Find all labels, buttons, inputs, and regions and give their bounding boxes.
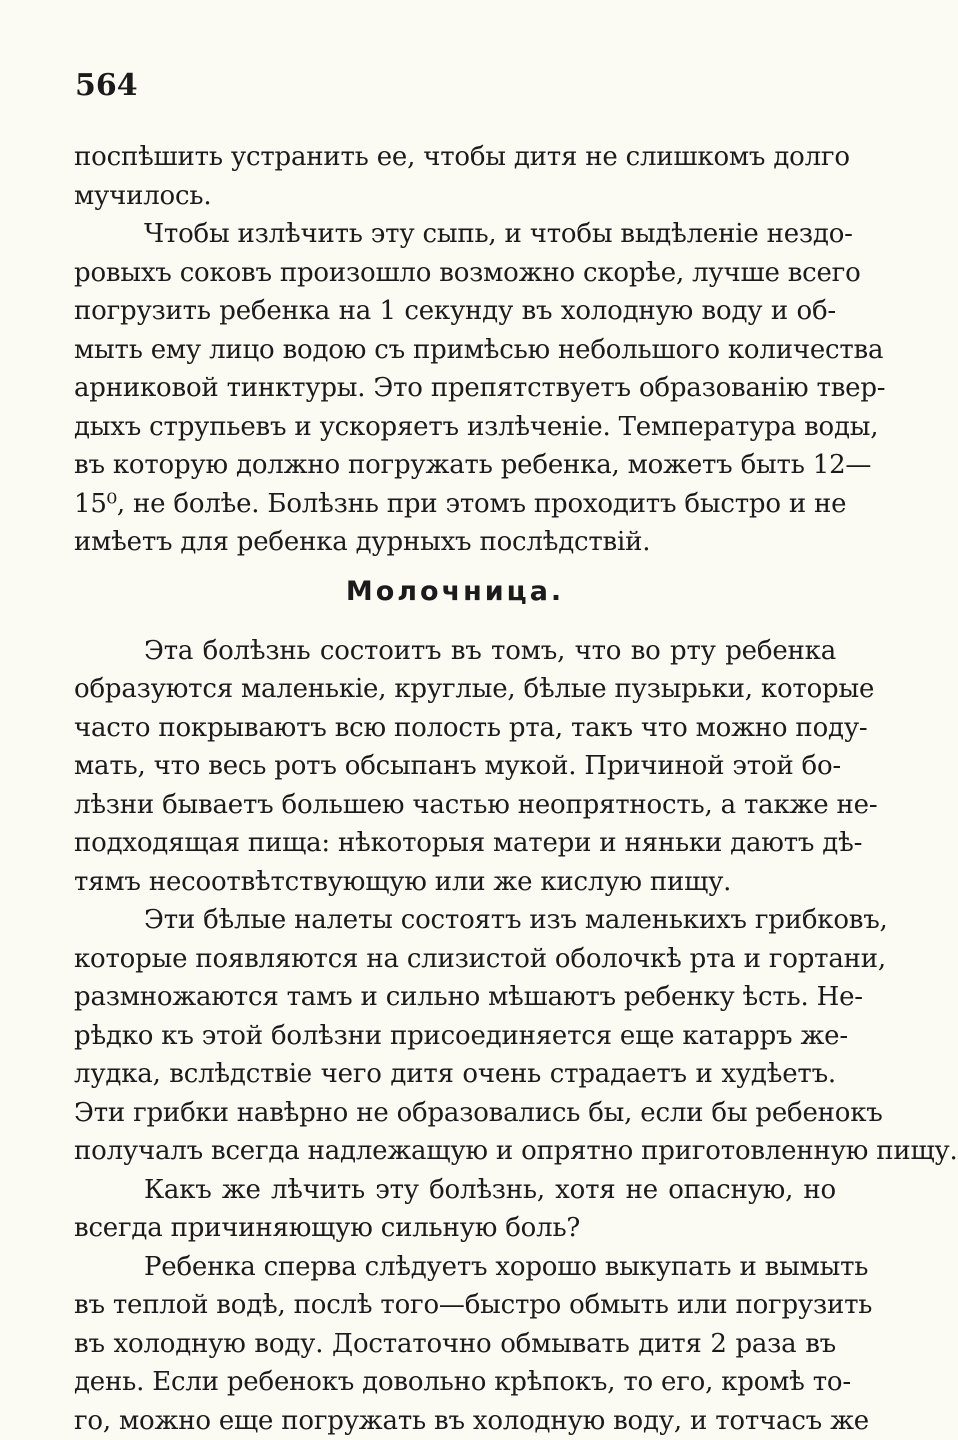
- section-heading: Молочница.: [74, 562, 836, 622]
- text-line: лѣзни бываетъ большею частью неопрятность, а также не-: [74, 786, 836, 825]
- text-line: Какъ же лѣчить эту болѣзнь, хотя не опасную, но: [74, 1171, 836, 1210]
- text-line: имѣетъ для ребенка дурныхъ послѣдствій.: [74, 523, 836, 562]
- text-line: въ теплой водѣ, послѣ того—быстро обмыть или погрузить: [74, 1286, 836, 1325]
- text-line: Эти грибки навѣрно не образовались бы, если бы ребенокъ: [74, 1094, 836, 1133]
- text-line: Эта болѣзнь состоитъ въ томъ, что во рту ребенка: [74, 632, 836, 671]
- text-line: которые появляются на слизистой оболочкѣ рта и гортани,: [74, 940, 836, 979]
- text-line: образуются маленькіе, круглые, бѣлые пузырьки, которые: [74, 670, 836, 709]
- text-line: часто покрываютъ всю полость рта, такъ что можно поду-: [74, 709, 836, 748]
- text-line: Чтобы излѣчить эту сыпь, и чтобы выдѣленіе нездо-: [74, 215, 836, 254]
- text-line: мыть ему лицо водою съ примѣсью небольшого количества: [74, 331, 836, 370]
- text-line: всегда причиняющую сильную боль?: [74, 1209, 836, 1248]
- text-line: мучилось.: [74, 177, 836, 216]
- page-number: 564: [75, 68, 138, 103]
- text-line: Эти бѣлые налеты состоятъ изъ маленькихъ грибковъ,: [74, 901, 836, 940]
- text-line: мать, что весь ротъ обсыпанъ мукой. Причиной этой бо-: [74, 747, 836, 786]
- text-line: арниковой тинктуры. Это препятствуетъ образованію твер-: [74, 369, 836, 408]
- text-line: лудка, вслѣдствіе чего дитя очень страдаетъ и худѣетъ.: [74, 1055, 836, 1094]
- text-line: ровыхъ соковъ произошло возможно скорѣе, лучше всего: [74, 254, 836, 293]
- text-line: 15⁰, не болѣе. Болѣзнь при этомъ проходитъ быстро и не: [74, 485, 836, 524]
- text-line: день. Если ребенокъ довольно крѣпокъ, то его, кромѣ то-: [74, 1363, 836, 1402]
- text-line: подходящая пища: нѣкоторыя матери и няньки даютъ дѣ-: [74, 824, 836, 863]
- body-text: [74, 138, 836, 1440]
- text-line: въ холодную воду. Достаточно обмывать дитя 2 раза въ: [74, 1325, 836, 1364]
- text-line: поспѣшить устранить ее, чтобы дитя не слишкомъ долго: [74, 138, 836, 177]
- text-line: въ которую должно погружать ребенка, можетъ быть 12—: [74, 446, 836, 485]
- text-line: Ребенка сперва слѣдуетъ хорошо выкупать и вымыть: [74, 1248, 836, 1287]
- text-line: рѣдко къ этой болѣзни присоединяется еще катарръ же-: [74, 1017, 836, 1056]
- text-line: дыхъ струпьевъ и ускоряетъ излѣченіе. Температура воды,: [74, 408, 836, 447]
- text-line: го, можно еще погружать въ холодную воду, и тотчасъ же: [74, 1402, 836, 1440]
- text-line: погрузить ребенка на 1 секунду въ холодную воду и об-: [74, 292, 836, 331]
- text-line: размножаются тамъ и сильно мѣшаютъ ребенку ѣсть. Не-: [74, 978, 836, 1017]
- text-line: получалъ всегда надлежащую и опрятно приготовленную пищу.: [74, 1132, 836, 1171]
- text-line: тямъ несоотвѣтствующую или же кислую пищу.: [74, 863, 836, 902]
